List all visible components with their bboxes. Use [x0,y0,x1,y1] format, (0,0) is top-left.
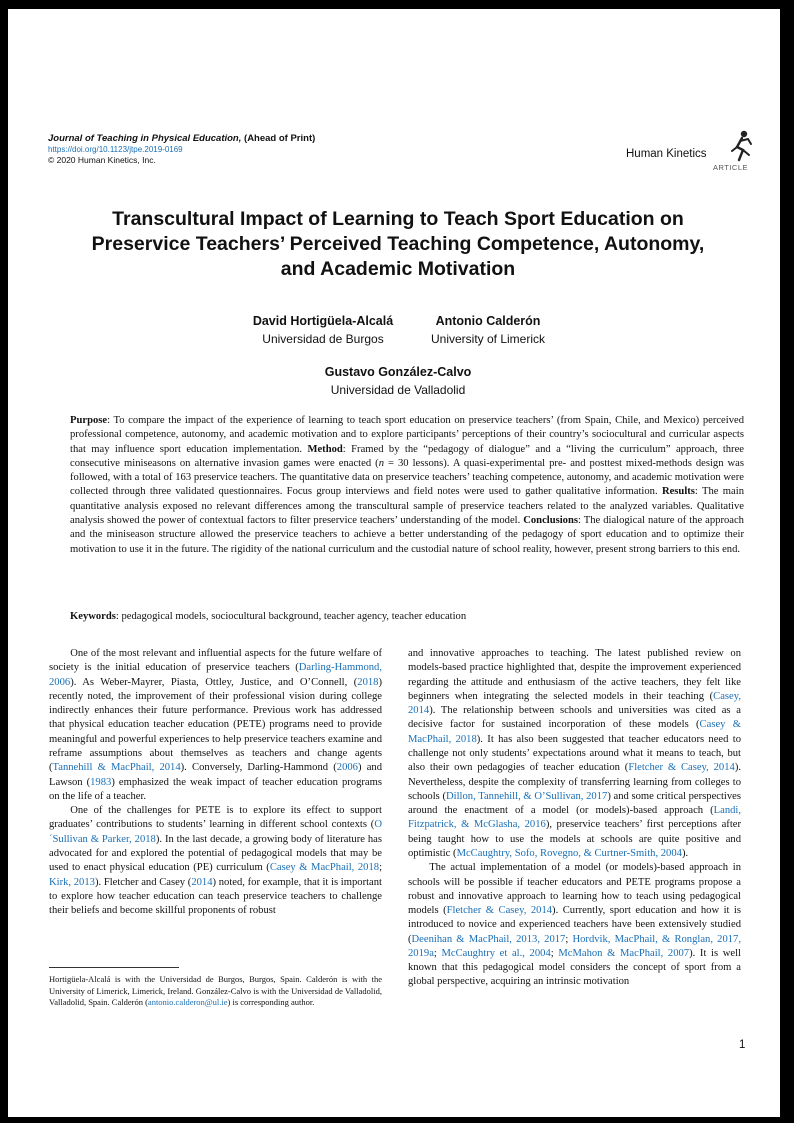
body-text: ). [681,847,689,859]
citation-link[interactable]: Deenihan & MacPhail, 2013, 2017 [411,933,566,945]
journal-name: Journal of Teaching in Physical Education, [48,133,242,144]
author-affiliation: Universidad de Burgos [262,332,384,346]
body-text: ). It is well known that this pedagogical model considers the concept of sport from a global perspective, acquiring an intrinsic motivation [408,947,741,988]
body-text: ) recently noted, the improvement of their professional vision during college indirectly enhances their future performance. Previous work has addressed that physical education teacher education (PETE) programs need to provide meaningful and powerful experiences to help preservice teachers examine and reframe assumptions about themselves as teachers and change agents ( [49,676,382,774]
abstract-text: = 30 lessons). A quasi-experimental pre- and posttest mixed-methods design was followed, with a total of 163 preservice teachers. The quantitative data on preservice teachers’ teaching competence, autonomy, and academic motivation were collected through three validated questionnaires. Focus group interviews and field notes were used to gather qualitative information. [70,457,744,498]
body-text: ) and Lawson ( [49,762,382,788]
footnote-rule [49,967,179,968]
author-1 [243,313,403,348]
author-footnote [49,974,382,1009]
citation-link[interactable]: Tannehill & MacPhail, 2014 [52,762,181,774]
journal-status: (Ahead of Print) [241,133,316,144]
body-text: ). It has also been suggested that teacher educators need to challenge not only students’ expectations around what it means to teach, but also their own pedagogies of teacher education ( [408,733,741,774]
citation-link[interactable]: McCaughtry, Sofo, Rovegno, & Curtner-Smith, 2004 [456,847,682,859]
body-text: ), preservice teachers’ first perceptions after being taught how to use the models at schools are quite positive and optimistic ( [408,819,741,859]
author-affiliation: University of Limerick [430,332,546,346]
citation-link[interactable]: McMahon & MacPhail, 2007 [558,947,690,959]
author-2 [418,313,558,348]
author-affiliation: Universidad de Valladolid [330,383,466,397]
citation-link[interactable]: 2018 [357,676,379,688]
journal-title [48,133,315,144]
citation-link[interactable]: Dillon, Tannehill, & O’Sullivan, 2017 [446,790,608,802]
citation-link[interactable]: Darling-Hammond, 2006 [49,662,382,688]
journal-header [48,133,315,166]
body-text: ; [550,947,559,959]
author-name: Antonio Calderón [435,314,541,328]
abstract-text: n [378,457,384,469]
footnote-text: ) is corresponding author. [227,997,315,1007]
body-text: ) emphasized the weak impact of teacher education programs on the life of a teacher. [49,776,382,802]
body-paragraph [408,647,741,861]
citation-link[interactable]: Casey & MacPhail, 2018 [269,862,380,874]
citation-link[interactable]: Fletcher & Casey, 2014 [446,905,553,917]
publisher-name: Human Kinetics [626,148,707,160]
author-3 [308,364,488,399]
body-text: ) noted, for example, that it is important to explore how teacher education can teach preservice teachers to challenge their beliefs and become skillful proponents of robust [49,876,382,917]
abstract-text: : Framed by the “pedagogy of dialogue” and a “living the curriculum” approach, three consecutive miniseasons on alternative invasion games were enacted ( [70,443,744,469]
abstract-label: Method [307,443,343,455]
citation-link[interactable]: Casey, 2014 [408,690,741,717]
citation-link[interactable]: 2006 [336,762,358,774]
body-text: ). In the last decade, a growing body of literature has advocated for and explored the potential of pedagogical models that may be used to enact physical education (PE) curriculum ( [49,833,382,874]
body-text: ). Nevertheless, despite the complexity of transferring learning from colleges to schools ( [408,762,742,802]
copyright: © 2020 Human Kinetics, Inc. [48,155,156,165]
body-paragraph [49,647,382,804]
keywords [70,610,744,624]
body-text: ). Conversely, Darling-Hammond ( [180,762,337,774]
body-text: One of the challenges for PETE is to explore its effect to support graduates’ contributions to students’ learning in different school contexts ( [49,805,382,831]
abstract-text: : To compare the impact of the experience of learning to teach sport education on preservice teachers’ (from Spain, Chile, and Mexico) perceived professional competence, autonomy, and academic motivation and to explore participants’ perceptions of their country’s sociocultural and curricular aspects that may influence sport education implementation. [70,415,744,455]
body-text: ; [433,947,442,959]
email-link[interactable]: antonio.calderon@ul.ie [147,997,228,1007]
body-text: ). The relationship between schools and universities was cited as a decisive factor for sustained incorporation of these models ( [408,705,741,731]
page-number: 1 [739,1039,746,1051]
citation-link[interactable]: 1983 [90,776,112,788]
body-text: ; [379,862,383,874]
body-column-left [49,647,382,918]
author-name: David Hortigüela-Alcalá [252,314,394,328]
runner-logo-icon [729,129,753,163]
keywords-text: : pedagogical models, sociocultural background, teacher agency, teacher education [115,611,467,622]
citation-link[interactable]: 2014 [191,876,213,888]
abstract-label: Purpose [70,415,108,426]
author-name: Gustavo González-Calvo [324,365,472,379]
footnote-text: Hortigüela-Alcalá is with the Universidad de Burgos, Burgos, Spain. Calderón is with the University of Limerick, Limerick, Ireland. González-Calvo is with the Universidad de Valladolid, Valladolid, Spain. Calderón ( [49,974,382,1007]
abstract-label: Conclusions [523,515,578,527]
body-text: ) and some critical perspectives around the enactment of a model (or models)-based approach ( [408,790,741,817]
abstract-text: : The dialogical nature of the approach and the miniseason structure allowed the preservice teachers to achieve a better understanding of the pedagogy of sport education and to optimize their motivation to use it in the future. The rigidity of the national curriculum and the custodial nature of school reality, however, present strong barriers to this end. [70,515,744,555]
body-text: One of the most relevant and influential aspects for the future welfare of society is the initial education of preservice teachers ( [49,648,382,674]
body-text: ). Fletcher and Casey ( [94,876,192,888]
doi-link[interactable]: https://doi.org/10.1123/jtpe.2019-0169 [48,145,183,154]
body-text: The actual implementation of a model (or models)-based approach in schools will be possible if teacher educators and PETE programs propose a robust and innovative approach to learning how to teach using pedagogical models ( [408,862,741,917]
body-text: ). Currently, sport education and how it is introduced to novice and experienced teachers have been extensively studied ( [408,905,741,945]
abstract-label: Results [661,486,695,498]
citation-link[interactable]: Landi, Fitzpatrick, & McGlasha, 2016 [408,805,741,831]
body-paragraph [49,804,382,918]
body-text: ; [565,933,573,945]
keywords-label: Keywords [70,611,116,622]
body-column-right [408,647,741,990]
citation-link[interactable]: Casey & MacPhail, 2018 [408,719,741,745]
article-type: ARTICLE [712,163,748,172]
publisher-block [626,129,754,173]
article-title: Transcultural Impact of Learning to Teach Sport Education on Preservice Teachers’ Perceived Teaching Competence, Autonomy, and Academic Motivation [91,208,705,280]
abstract [70,414,744,557]
citation-link[interactable]: O´Sullivan & Parker, 2018 [49,819,382,845]
citation-link[interactable]: McCaughtry et al., 2004 [441,947,551,959]
citation-link[interactable]: Fletcher & Casey, 2014 [628,762,735,774]
abstract-text: : The main quantitative analysis exposed no relevant differences among the transcultural sample of preservice teachers related to the analyzed variables. Qualitative analysis showed the power of contextual factors to filter preservice teachers’ understanding of the model. [70,486,744,527]
citation-link[interactable]: Hordvik, MacPhail, & Ronglan, 2017, 2019a [408,933,741,959]
body-text: ). As Weber-Mayrer, Piasta, Ottley, Justice, and O’Connell, ( [70,676,358,688]
body-text: and innovative approaches to teaching. The latest published review on models-based practice highlighted that, despite the improvement experienced regarding the attitude and enthusiasm of the active teachers, they felt like beginners when integrating the selected models in their teaching ( [408,648,741,702]
page [8,9,780,1117]
body-paragraph [408,861,741,990]
citation-link[interactable]: Kirk, 2013 [49,876,95,888]
